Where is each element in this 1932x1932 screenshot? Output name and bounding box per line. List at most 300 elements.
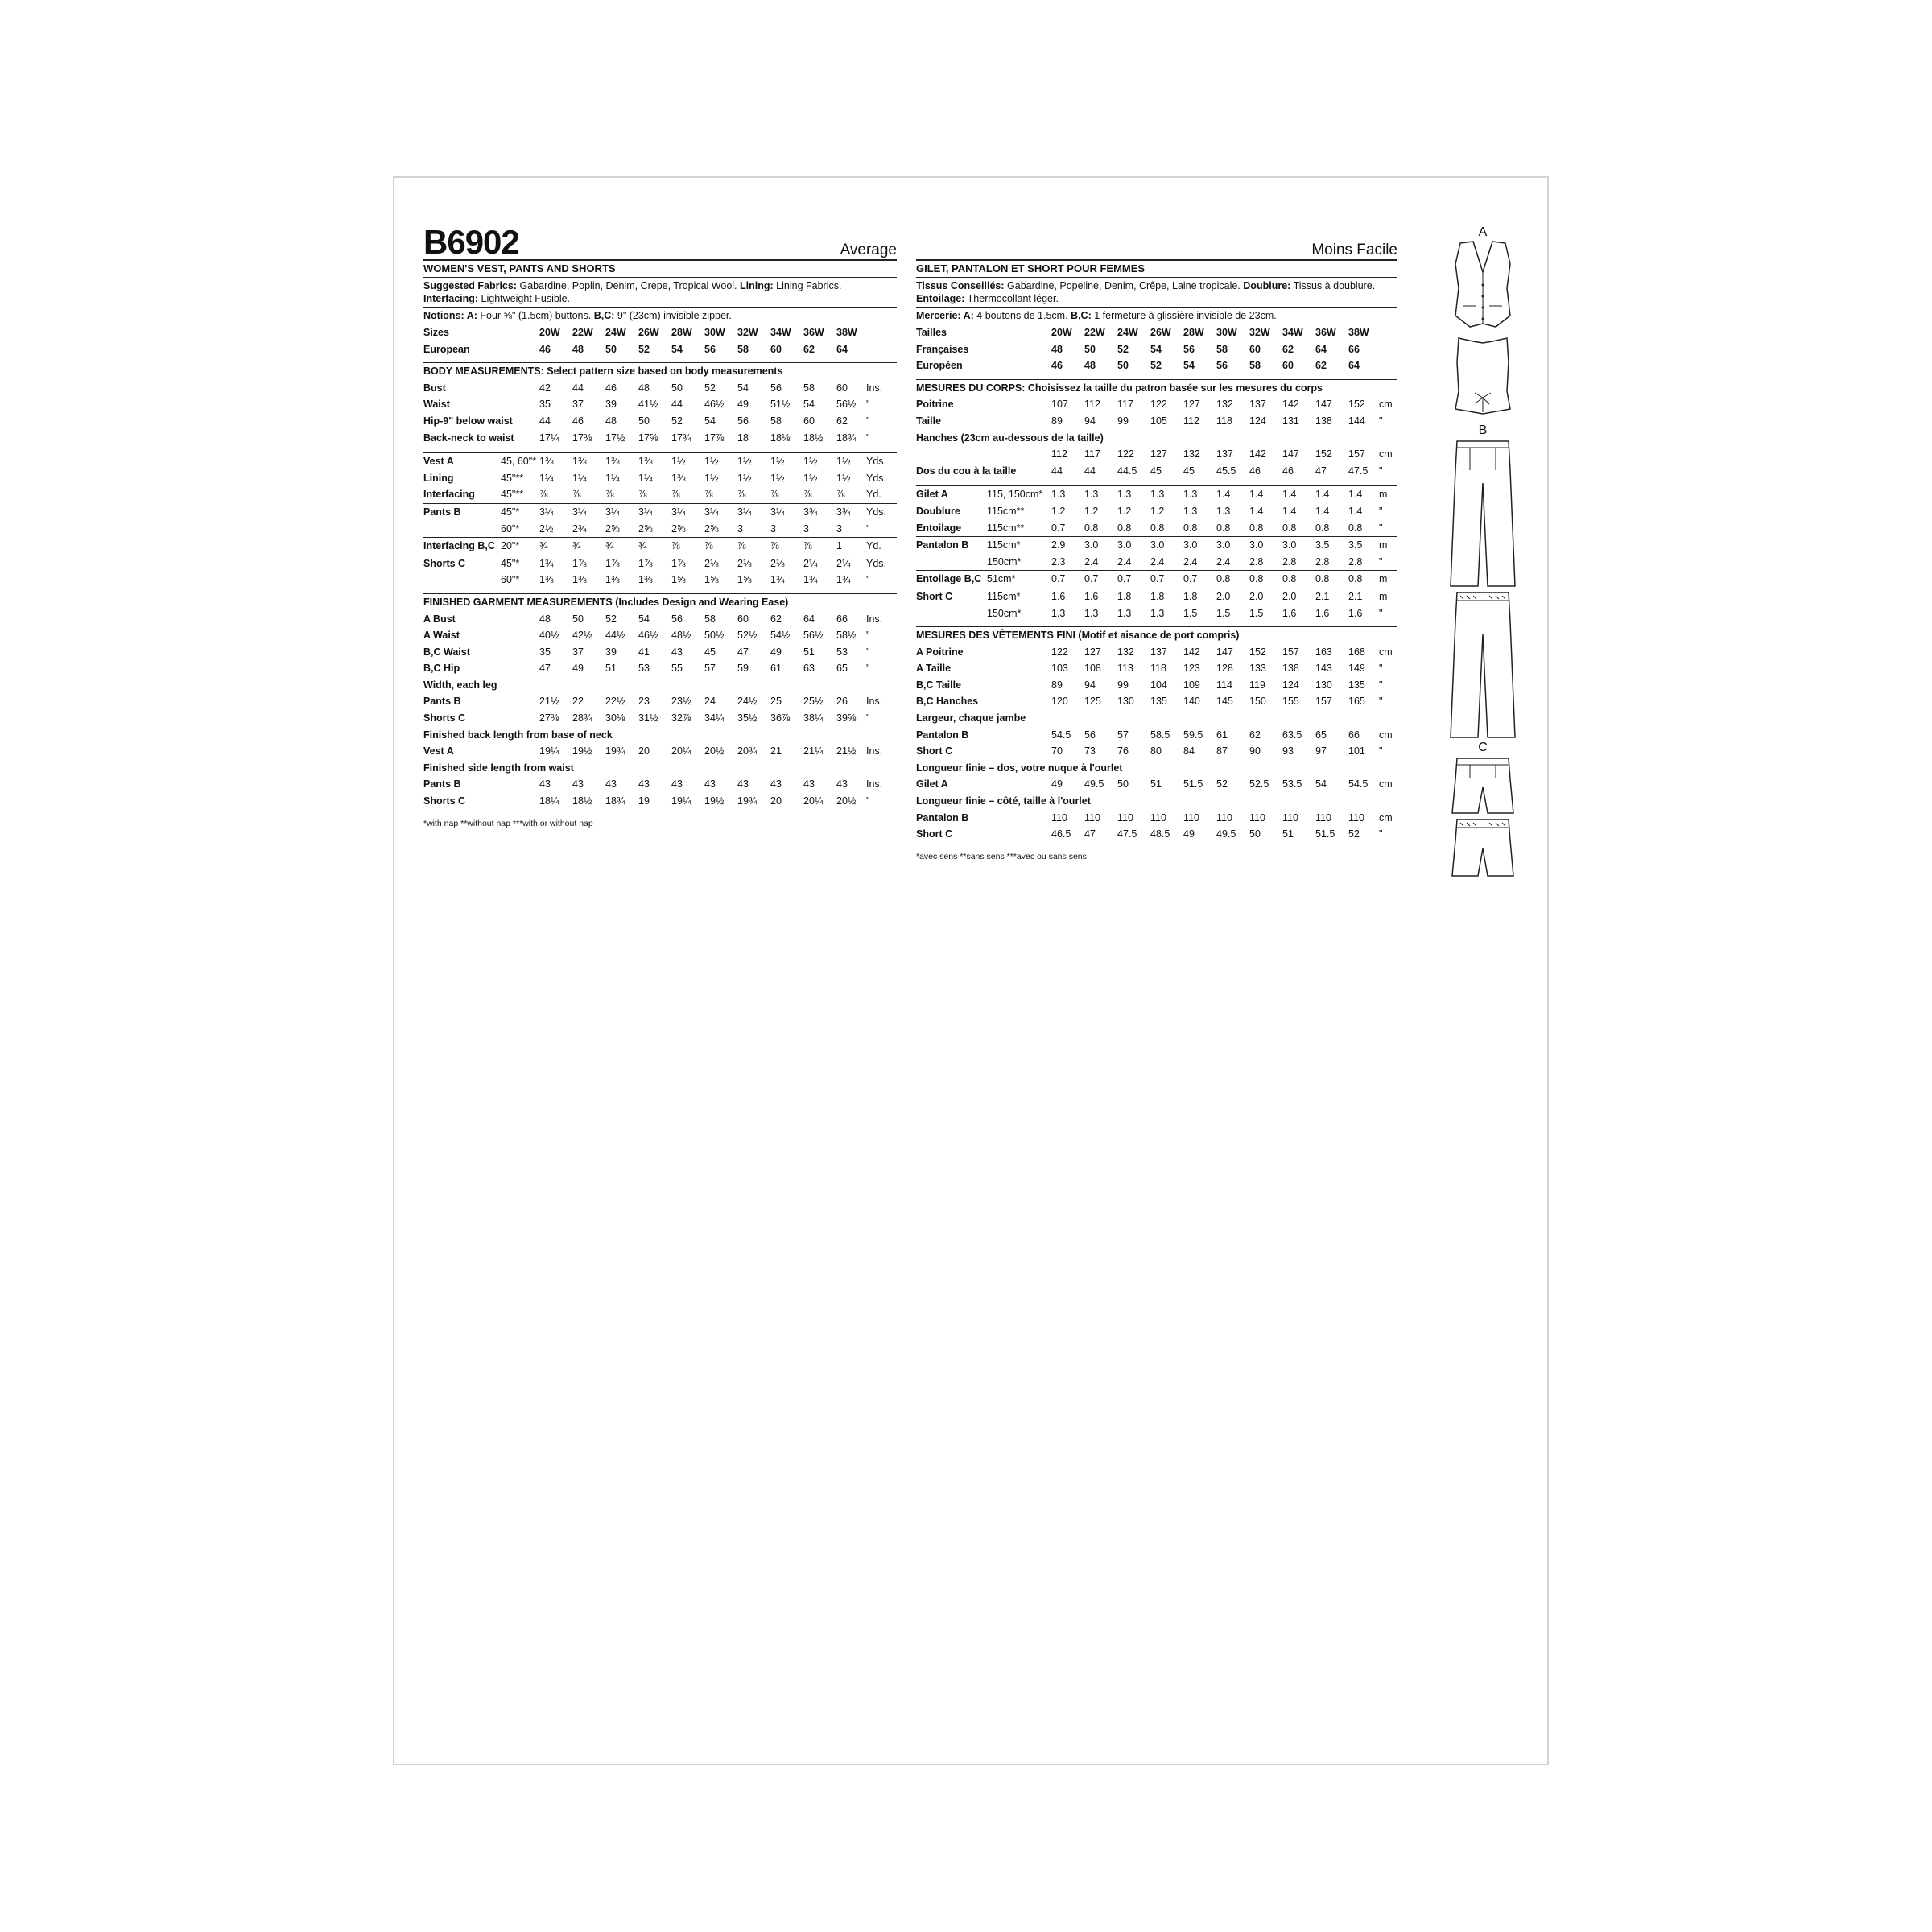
finished-row (916, 810, 1397, 827)
yardage-value: 2.1 (1315, 590, 1330, 602)
finished-value: 49.5 (1084, 778, 1104, 791)
yardage-unit: m (1379, 590, 1388, 602)
yardage-value: 2⅝ (638, 522, 653, 535)
finished-unit: " (1379, 663, 1383, 675)
yardage-label: Pantalon B (916, 539, 969, 551)
body-value: 48 (638, 382, 650, 394)
body-value: 47 (1315, 464, 1327, 477)
yardage-value: 1.3 (1150, 489, 1165, 501)
body-row (916, 413, 1397, 430)
body-value: 142 (1282, 398, 1299, 411)
finished-value: 48½ (671, 630, 691, 642)
finished-value: 110 (1084, 811, 1100, 824)
yardage-row (423, 503, 897, 521)
finished-subsection: Finished back length from base of neck (423, 729, 613, 741)
yardage-value: 1¾ (539, 557, 554, 569)
body-value: 46 (1282, 464, 1294, 477)
yardage-value: 1.3 (1150, 607, 1165, 619)
finished-value: 50 (1249, 828, 1261, 840)
yardage-unit: " (866, 522, 870, 535)
body-value: 117 (1117, 398, 1133, 411)
european-value: 58 (737, 343, 749, 355)
finished-value: 137 (1150, 646, 1167, 658)
yardage-value: 3 (770, 522, 776, 535)
yardage-value: 0.7 (1084, 573, 1099, 585)
body-value: 44.5 (1117, 464, 1137, 477)
yardage-unit: Yds. (866, 472, 887, 484)
yardage-unit: Yds. (866, 557, 887, 569)
body-value: 44 (572, 382, 584, 394)
european-value: 54 (671, 343, 683, 355)
european-value: 50 (605, 343, 617, 355)
body-value: 17¼ (539, 431, 559, 444)
finished-value: 120 (1051, 696, 1068, 708)
yardage-value: ¾ (638, 540, 647, 552)
yardage-value: 1.4 (1315, 505, 1330, 517)
body-row (916, 396, 1397, 413)
yardage-value: 1.4 (1282, 489, 1297, 501)
finished-value: 66 (836, 613, 848, 625)
body-value: 42 (539, 382, 551, 394)
finished-value: 73 (1084, 745, 1096, 758)
finished-unit: " (1379, 679, 1383, 691)
finished-unit: cm (1379, 811, 1393, 824)
body-subsection: Hanches (23cm au-dessous de la taille) (916, 431, 1104, 444)
body-value: 18 (737, 431, 749, 444)
body-value: 152 (1315, 448, 1332, 460)
yardage-value: 3¼ (704, 506, 719, 518)
body-value: 44 (539, 415, 551, 427)
finished-row (423, 793, 897, 810)
finished-value: 24½ (737, 696, 758, 708)
yardage-value: 1⅝ (671, 574, 686, 586)
finished-value: 142 (1183, 646, 1200, 658)
size-value: 28W (1183, 327, 1204, 338)
yardage-value: 1.3 (1183, 505, 1198, 517)
finished-unit: Ins. (866, 696, 883, 708)
yardage-value: 1¼ (638, 472, 653, 484)
yardage-unit: Yd. (866, 489, 881, 501)
yardage-value: 2.1 (1348, 590, 1363, 602)
yardage-unit: " (866, 574, 870, 586)
finished-value: 56½ (803, 630, 824, 642)
yardage-value: 1.4 (1348, 489, 1363, 501)
body-value: 147 (1315, 398, 1332, 411)
finished-value: 43 (671, 778, 683, 791)
francaises-value: 58 (1216, 343, 1228, 355)
yardage-value: 1.3 (1084, 489, 1099, 501)
yardage-value: 2¾ (572, 522, 587, 535)
finished-value: 50 (572, 613, 584, 625)
body-value: 48 (605, 415, 617, 427)
yardage-value: 2⅛ (737, 557, 752, 569)
yardage-value: 1⅜ (638, 456, 653, 468)
yardage-value: 1.8 (1150, 590, 1165, 602)
body-value: 56½ (836, 398, 857, 411)
body-value: 17⅜ (572, 431, 592, 444)
yardage-value: 1½ (803, 472, 818, 484)
body-label: Taille (916, 415, 942, 427)
yardage-value: 0.7 (1150, 573, 1165, 585)
finished-value: 44½ (605, 630, 625, 642)
finished-value: 46.5 (1051, 828, 1071, 840)
finished-value: 56 (671, 613, 683, 625)
yardage-unit: " (1379, 505, 1383, 517)
finished-row (423, 627, 897, 644)
yardage-value: 1⅜ (539, 574, 554, 586)
body-label: Hip-9" below waist (423, 415, 513, 427)
body-value: 18¾ (836, 431, 857, 444)
finished-value: 110 (1051, 811, 1067, 824)
finished-value: 127 (1084, 646, 1101, 658)
finished-subsection: Finished side length from waist (423, 762, 574, 774)
europeen-value: 56 (1216, 360, 1228, 372)
body-value: 127 (1183, 398, 1200, 411)
body-value: 46 (605, 382, 617, 394)
finished-value: 152 (1249, 646, 1266, 658)
yardage-unit: Yds. (866, 506, 887, 518)
finished-row (916, 743, 1397, 760)
body-value: 144 (1348, 415, 1365, 427)
body-value: 122 (1150, 398, 1167, 411)
yardage-value: 3 (836, 522, 842, 535)
size-row (423, 324, 897, 341)
yardage-width: 150cm* (987, 555, 1022, 568)
yardage-value: ⅞ (803, 540, 812, 552)
body-value: 46½ (704, 398, 724, 411)
body-value: 56 (770, 382, 782, 394)
yardage-value: 3.0 (1183, 539, 1198, 551)
yardage-value: 2.8 (1348, 555, 1363, 568)
vest-back-drawing (1446, 335, 1520, 423)
body-value: 52 (704, 382, 716, 394)
body-value: 62 (836, 415, 848, 427)
yardage-value: 1⅜ (671, 472, 686, 484)
finished-value: 20¼ (671, 745, 691, 758)
size-value: 20W (539, 327, 560, 338)
yardage-value: 1½ (737, 456, 752, 468)
yardage-value: 2.0 (1282, 590, 1297, 602)
body-value: 58 (803, 382, 815, 394)
size-value: 28W (671, 327, 692, 338)
body-value: 50 (671, 382, 683, 394)
size-value: 26W (1150, 327, 1171, 338)
body-value: 41½ (638, 398, 658, 411)
body-value: 117 (1084, 448, 1100, 460)
finished-value: 133 (1249, 663, 1266, 675)
size-value: 34W (770, 327, 791, 338)
yardage-value: 1⅝ (704, 574, 719, 586)
finished-unit: " (1379, 745, 1383, 758)
yardage-value: 3 (737, 522, 743, 535)
yardage-value: 1¼ (605, 472, 620, 484)
pants-back-drawing (1446, 589, 1520, 741)
finished-value: 61 (1216, 729, 1228, 741)
yardage-value: 0.8 (1249, 573, 1264, 585)
finished-value: 19½ (704, 795, 724, 807)
finished-value: 125 (1084, 696, 1101, 708)
europeen-value: 54 (1183, 360, 1195, 372)
finished-value: 20½ (704, 745, 724, 758)
finished-value: 87 (1216, 745, 1228, 758)
european-value: 46 (539, 343, 551, 355)
yardage-value: 1½ (737, 472, 752, 484)
size-value: 36W (1315, 327, 1336, 338)
yardage-value: 1⅝ (737, 574, 752, 586)
yardage-value: 2.4 (1216, 555, 1231, 568)
yardage-value: 2.4 (1117, 555, 1132, 568)
yardage-label: Pants B (423, 506, 461, 518)
yardage-value: 2.4 (1150, 555, 1165, 568)
european-value: 56 (704, 343, 716, 355)
finished-subsection: Largeur, chaque jambe (916, 712, 1026, 724)
european-row (423, 341, 897, 358)
finished-row (423, 611, 897, 628)
finished-value: 51.5 (1315, 828, 1335, 840)
yardage-row (916, 588, 1397, 605)
yardage-value: 3¼ (671, 506, 686, 518)
finished-value: 30⅛ (605, 712, 625, 724)
body-value: 18½ (803, 431, 824, 444)
body-value: 118 (1216, 415, 1232, 427)
yardage-value: 3.0 (1150, 539, 1165, 551)
finished-value: 21 (770, 745, 782, 758)
finished-value: 135 (1348, 679, 1365, 691)
yardage-label: Shorts C (423, 557, 466, 569)
yardage-value: 2.4 (1084, 555, 1099, 568)
yardage-row (423, 555, 897, 572)
french-title: GILET, PANTALON ET SHORT POUR FEMMES (916, 261, 1397, 278)
english-fabrics: Suggested Fabrics: Gabardine, Poplin, Denim, Crepe, Tropical Wool. Lining: Lining Fabrics. Interfacing: Lightweight Fusible. (423, 278, 897, 308)
yardage-width: 45"** (501, 489, 524, 501)
yardage-value: 0.8 (1117, 522, 1132, 534)
body-label: Poitrine (916, 398, 954, 411)
yardage-value: 1.3 (1051, 489, 1066, 501)
yardage-value: 1⅞ (605, 557, 620, 569)
finished-row (423, 693, 897, 710)
finished-label: B,C Hanches (916, 696, 979, 708)
size-value: 38W (836, 327, 857, 338)
body-value: 107 (1051, 398, 1068, 411)
yardage-row (423, 486, 897, 503)
finished-unit: Ins. (866, 778, 883, 791)
yardage-value: 1⅜ (539, 456, 554, 468)
yardage-value: 1.3 (1084, 607, 1099, 619)
finished-value: 53.5 (1282, 778, 1302, 791)
yardage-value: 1.8 (1183, 590, 1198, 602)
yardage-value: ⅞ (737, 540, 746, 552)
yardage-value: ⅞ (671, 489, 680, 501)
yardage-value: 1½ (770, 456, 785, 468)
finished-value: 94 (1084, 679, 1096, 691)
finished-value: 110 (1249, 811, 1265, 824)
yardage-value: 1.6 (1282, 607, 1297, 619)
body-value: 44 (1084, 464, 1096, 477)
finished-value: 58½ (836, 630, 857, 642)
technical-drawings (1446, 225, 1520, 881)
yardage-value: 1.4 (1216, 489, 1231, 501)
yardage-value: 0.8 (1150, 522, 1165, 534)
size-value: 20W (1051, 327, 1072, 338)
finished-value: 110 (1183, 811, 1199, 824)
finished-label: Vest A (423, 745, 454, 758)
yardage-width: 60"* (501, 574, 520, 586)
finished-value: 47 (1084, 828, 1096, 840)
body-value: 142 (1249, 448, 1266, 460)
francaises-value: 48 (1051, 343, 1063, 355)
finished-value: 22 (572, 696, 584, 708)
yardage-value: ⅞ (539, 489, 548, 501)
yardage-width: 51cm* (987, 573, 1016, 585)
body-value: 39 (605, 398, 617, 411)
finished-unit: " (866, 663, 870, 675)
finished-value: 51 (803, 646, 815, 658)
finished-unit: Ins. (866, 613, 883, 625)
europeen-value: 52 (1150, 360, 1162, 372)
body-unit: Ins. (866, 382, 883, 394)
finished-value: 97 (1315, 745, 1327, 758)
body-measurements-title: MESURES DU CORPS: Choisissez la taille du patron basée sur les mesures du corps (916, 379, 1397, 397)
finished-value: 47 (737, 646, 749, 658)
yardage-value: 3¼ (770, 506, 785, 518)
finished-value: 150 (1249, 696, 1266, 708)
francaises-value: 56 (1183, 343, 1195, 355)
finished-value: 37 (572, 646, 584, 658)
finished-label: Pants B (423, 696, 461, 708)
finished-value: 39⅝ (836, 712, 857, 724)
difficulty-level-fr: Moins Facile (1311, 242, 1397, 258)
size-value: 26W (638, 327, 659, 338)
finished-label: Gilet A (916, 778, 948, 791)
body-value: 157 (1348, 448, 1365, 460)
finished-label: A Poitrine (916, 646, 964, 658)
finished-value: 43 (605, 778, 617, 791)
yardage-value: 1.5 (1183, 607, 1198, 619)
yardage-value: ¾ (539, 540, 548, 552)
finished-label: A Waist (423, 630, 460, 642)
finished-value: 18¼ (539, 795, 559, 807)
finished-value: 64 (803, 613, 815, 625)
finished-value: 43 (671, 646, 683, 658)
yardage-width: 45"** (501, 472, 524, 484)
finished-value: 36⅞ (770, 712, 791, 724)
yardage-value: 1⅜ (572, 574, 587, 586)
body-value: 46 (1249, 464, 1261, 477)
finished-value: 50½ (704, 630, 724, 642)
finished-value: 51.5 (1183, 778, 1203, 791)
finished-value: 43 (638, 778, 650, 791)
finished-label: A Bust (423, 613, 456, 625)
yardage-value: 0.8 (1315, 573, 1330, 585)
finished-value: 54 (1315, 778, 1327, 791)
finished-value: 24 (704, 696, 716, 708)
yardage-value: 1⅜ (638, 574, 653, 586)
finished-value: 124 (1282, 679, 1299, 691)
finished-value: 84 (1183, 745, 1195, 758)
yardage-value: ⅞ (671, 540, 680, 552)
yardage-value: ⅞ (572, 489, 581, 501)
yardage-value: 2⅝ (671, 522, 686, 535)
finished-value: 20½ (836, 795, 857, 807)
yardage-width: 150cm* (987, 607, 1022, 619)
finished-value: 80 (1150, 745, 1162, 758)
body-unit: " (1379, 464, 1383, 477)
yardage-value: 0.8 (1084, 522, 1099, 534)
finished-label: B,C Taille (916, 679, 962, 691)
yardage-width: 115cm* (987, 590, 1021, 602)
body-value: 60 (836, 382, 848, 394)
finished-value: 157 (1315, 696, 1332, 708)
finished-value: 18¾ (605, 795, 625, 807)
body-value: 105 (1150, 415, 1167, 427)
finished-value: 43 (539, 778, 551, 791)
yardage-value: 3.0 (1117, 539, 1132, 551)
finished-value: 18½ (572, 795, 592, 807)
size-value: 32W (1249, 327, 1270, 338)
body-value: 17½ (605, 431, 625, 444)
yardage-unit: m (1379, 539, 1388, 551)
finished-value: 52 (605, 613, 617, 625)
finished-value: 43 (572, 778, 584, 791)
yardage-value: ⅞ (704, 540, 713, 552)
yardage-value: ⅞ (638, 489, 647, 501)
size-row (916, 324, 1397, 341)
finished-value: 147 (1216, 646, 1233, 658)
finished-unit: " (866, 630, 870, 642)
yardage-value: 3¼ (539, 506, 554, 518)
finished-value: 56 (1084, 729, 1096, 741)
yardage-value: 1.4 (1348, 505, 1363, 517)
yardage-row (423, 572, 897, 588)
french-notions: Mercerie: A: 4 boutons de 1.5cm. B,C: 1 fermeture à glissière invisible de 23cm. (916, 308, 1397, 324)
finished-unit: " (866, 795, 870, 807)
finished-value: 52 (1216, 778, 1228, 791)
finished-value: 57 (704, 663, 716, 675)
body-value: 45 (1150, 464, 1162, 477)
finished-row (423, 644, 897, 661)
francaises-value: 60 (1249, 343, 1261, 355)
finished-value: 65 (836, 663, 848, 675)
body-row (423, 396, 897, 413)
yardage-value: 3.5 (1348, 539, 1363, 551)
english-notions: Notions: A: Four ⅝" (1.5cm) buttons. B,C: 9" (23cm) invisible zipper. (423, 308, 897, 324)
finished-value: 109 (1183, 679, 1200, 691)
size-value: 22W (572, 327, 593, 338)
finished-value: 57 (1117, 729, 1129, 741)
finished-value: 43 (836, 778, 848, 791)
yardage-value: 0.8 (1249, 522, 1264, 534)
yardage-value: 1.8 (1117, 590, 1132, 602)
yardage-value: 1.4 (1249, 489, 1264, 501)
yardage-row (916, 570, 1397, 588)
body-value: 45 (1183, 464, 1195, 477)
yardage-width: 115cm** (987, 505, 1025, 517)
yardage-value: 1.3 (1216, 505, 1231, 517)
footnote: *with nap **without nap ***with or without nap (423, 815, 897, 828)
finished-value: 58.5 (1150, 729, 1170, 741)
finished-value: 51 (605, 663, 617, 675)
european-value: 62 (803, 343, 815, 355)
body-value: 112 (1084, 398, 1100, 411)
finished-value: 130 (1117, 696, 1134, 708)
yardage-value: 2⅛ (704, 557, 719, 569)
finished-unit: " (866, 646, 870, 658)
yardage-unit: " (1379, 555, 1383, 568)
finished-value: 20 (638, 745, 650, 758)
finished-unit: cm (1379, 729, 1393, 741)
yardage-value: 0.8 (1348, 522, 1363, 534)
yardage-value: 1½ (836, 472, 851, 484)
